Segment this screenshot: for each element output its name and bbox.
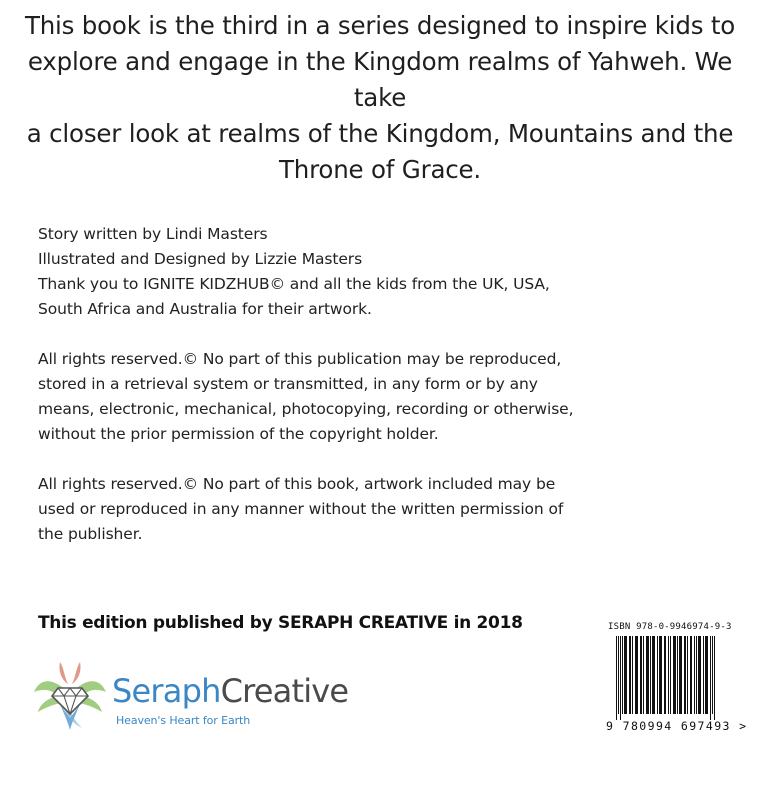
rights-book-line-2: used or reproduced in any manner without the written permission of	[38, 500, 564, 518]
isbn-label: ISBN 978-0-9946974-9-3	[608, 622, 732, 632]
barcode-bar	[659, 636, 662, 714]
isbn-barcode	[602, 622, 758, 742]
barcode-bar	[632, 636, 633, 714]
rights-book-line-3: the publisher.	[38, 525, 143, 543]
barcode-bar	[679, 636, 682, 714]
book-description	[20, 8, 740, 188]
barcode-bar	[668, 636, 669, 714]
barcode-bar	[696, 636, 697, 714]
barcode-bar	[694, 636, 695, 714]
logo-tagline: Heaven's Heart for Earth	[116, 714, 251, 727]
edition-statement: This edition published by SERAPH CREATIVE in 2018	[38, 613, 523, 633]
barcode-bar	[664, 636, 666, 714]
intro-line-2: explore and engage in the Kingdom realms of Yahweh. We take	[27, 47, 733, 112]
barcode-digits: 9 780994 697493 >	[606, 719, 748, 733]
credits-line-3: Thank you to IGNITE KIDZHUB© and all the kids from the UK, USA,	[38, 275, 550, 293]
barcode-bar	[690, 636, 692, 714]
barcode-bar	[673, 636, 676, 714]
rights-publication-line-2: stored in a retrieval system or transmitted, in any form or by any	[38, 375, 538, 393]
logo-word-creative: Creative	[220, 672, 349, 710]
barcode-bar	[652, 636, 655, 714]
barcode-bar	[622, 636, 623, 714]
intro-line-4: Throne of Grace.	[278, 155, 481, 184]
barcode-bar	[714, 636, 715, 720]
barcode-bar	[670, 636, 671, 714]
seraph-wings-diamond-icon	[30, 648, 110, 734]
logo-wordmark	[112, 672, 348, 710]
barcode-bar	[640, 636, 642, 714]
rights-publication-line-4: without the prior permission of the copyright holder.	[38, 425, 439, 443]
barcode-bar	[629, 636, 631, 714]
barcode-bar	[657, 636, 658, 714]
barcode-bar	[710, 636, 711, 720]
barcode-bar	[687, 636, 688, 714]
barcode-bar	[646, 636, 649, 714]
barcode-bar	[698, 636, 701, 714]
credits-line-4: South Africa and Australia for their artwork.	[38, 300, 372, 318]
barcode-bar	[684, 636, 686, 714]
rights-publication-paragraph	[38, 347, 598, 447]
rights-book-paragraph	[38, 472, 598, 547]
intro-line-1: This book is the third in a series designed to inspire kids to	[24, 11, 736, 40]
logo-word-seraph: Seraph	[112, 672, 221, 710]
barcode-bar	[643, 636, 644, 714]
barcode-bar	[712, 636, 713, 714]
barcode-bar	[705, 636, 708, 714]
rights-book-line-1: All rights reserved.© No part of this book, artwork included may be	[38, 475, 556, 493]
barcode-bar	[624, 636, 627, 714]
seraph-creative-logo	[30, 648, 370, 738]
barcode-bar	[703, 636, 704, 714]
credits-paragraph	[38, 222, 598, 322]
rights-publication-line-3: means, electronic, mechanical, photocopying, recording or otherwise,	[38, 400, 574, 418]
barcode-bar	[620, 636, 621, 720]
barcode-bar	[650, 636, 651, 714]
barcode-bar	[677, 636, 678, 714]
intro-line-3: a closer look at realms of the Kingdom, Mountains and the	[26, 119, 734, 148]
barcode-bar	[635, 636, 638, 714]
barcode-bars	[616, 636, 742, 720]
credits-line-1: Story written by Lindi Masters	[38, 225, 268, 243]
credits-line-2: Illustrated and Designed by Lizzie Masters	[38, 250, 363, 268]
barcode-bar	[616, 636, 617, 720]
barcode-bar	[618, 636, 619, 714]
rights-publication-line-1: All rights reserved.© No part of this publication may be reproduced,	[38, 350, 562, 368]
